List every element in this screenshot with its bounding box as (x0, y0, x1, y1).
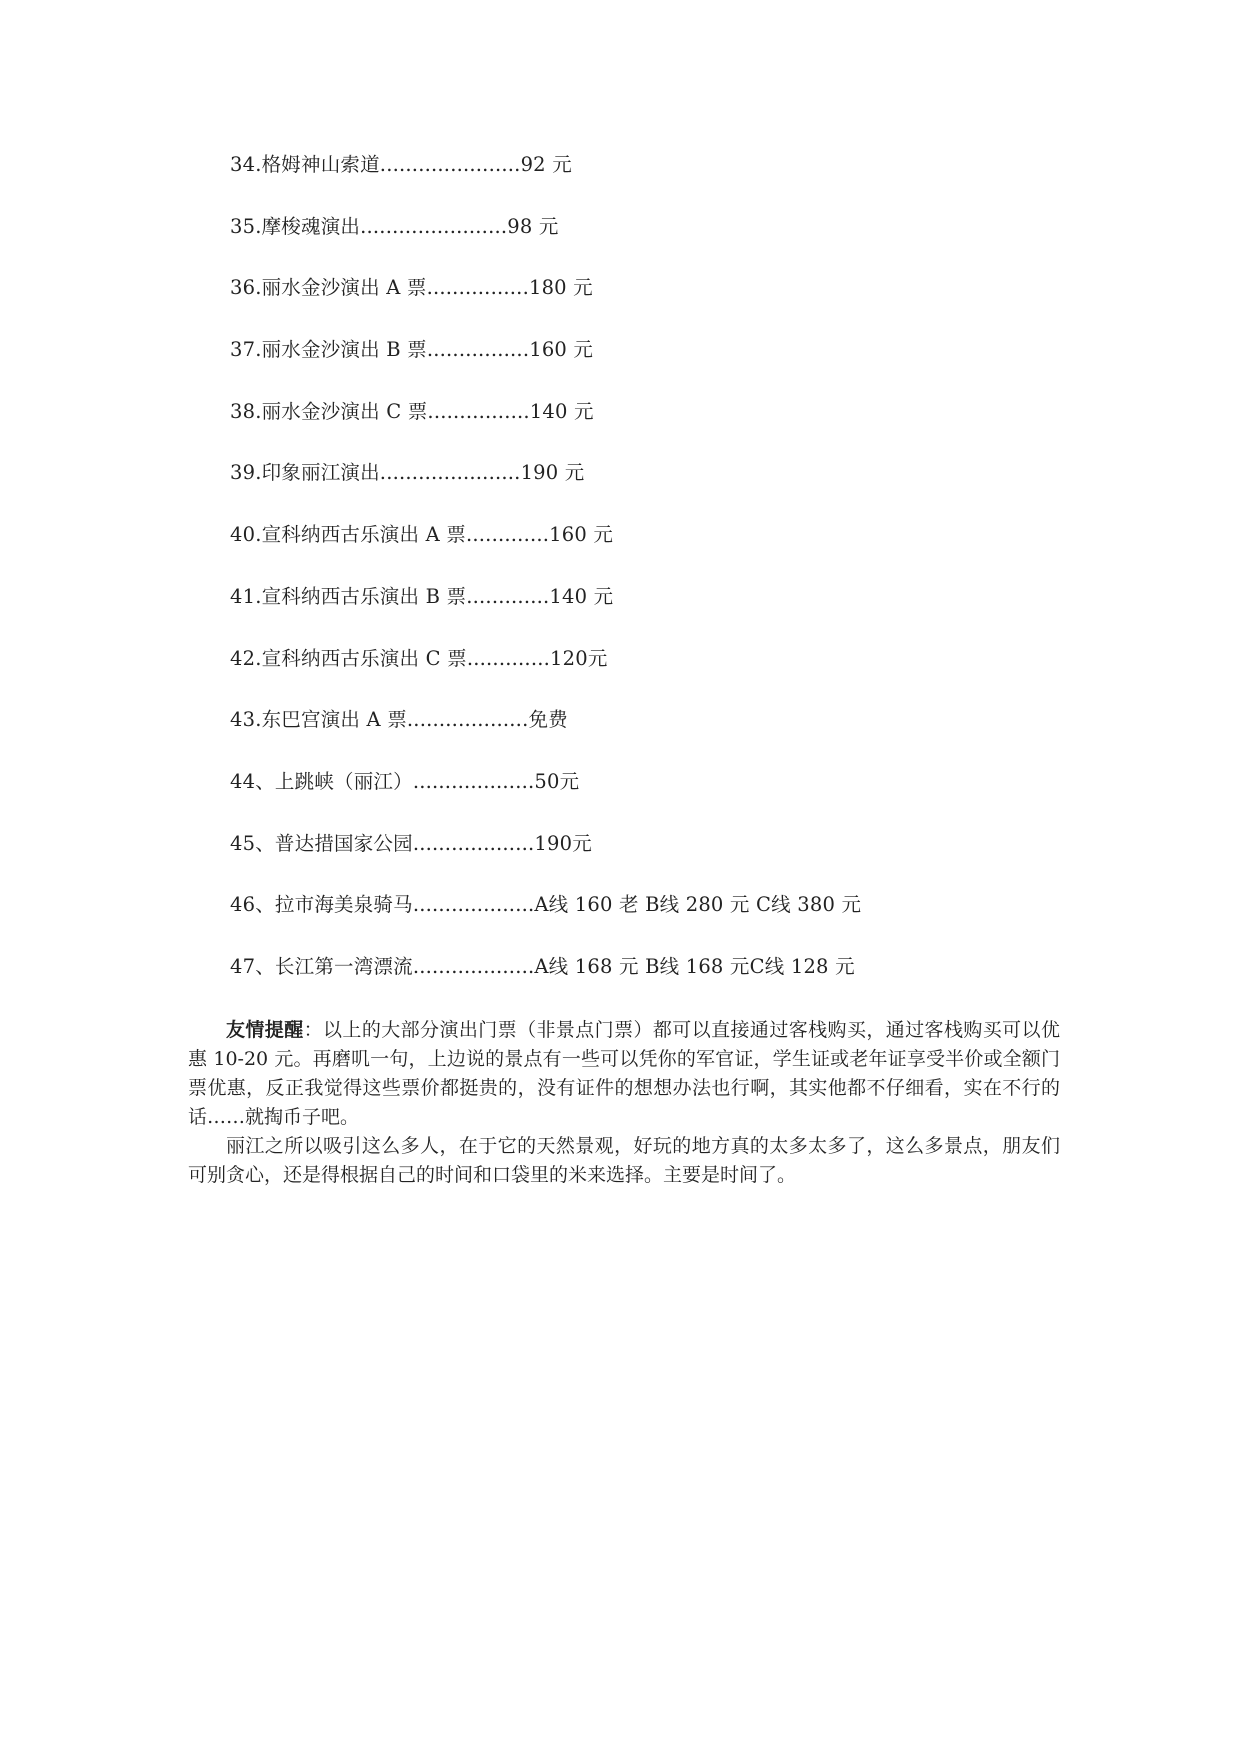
price-item: 46、拉市海美泉骑马...................A线 160 老 B线 280 元 C线 380 元 (230, 893, 862, 917)
closing-paragraph: 丽江之所以吸引这么多人，在于它的天然景观，好玩的地方真的太多太多了，这么多景点，朋友们可别贪心，还是得根据自己的时间和口袋里的米来选择。主要是时间了。 (188, 1135, 1060, 1186)
price-item: 37.丽水金沙演出 B 票................160 元 (230, 338, 594, 362)
price-item: 36.丽水金沙演出 A 票................180 元 (230, 276, 593, 300)
price-item: 42.宣科纳西古乐演出 C 票.............120元 (230, 646, 608, 670)
reminder-label: 友情提醒 (226, 1019, 304, 1041)
price-item: 41.宣科纳西古乐演出 B 票.............140 元 (230, 584, 614, 608)
price-item: 40.宣科纳西古乐演出 A 票.............160 元 (230, 523, 614, 547)
price-item: 43.东巴宫演出 A 票...................免费 (230, 708, 568, 732)
price-item: 39.印象丽江演出......................190 元 (230, 461, 585, 485)
price-list (230, 150, 1050, 1014)
price-item: 34.格姆神山索道......................92 元 (230, 153, 572, 176)
price-item: 35.摩梭魂演出.......................98 元 (230, 214, 559, 238)
price-item: 38.丽水金沙演出 C 票................140 元 (230, 399, 594, 423)
reminder-paragraph (188, 1016, 1060, 1132)
reminder-text: ：以上的大部分演出门票（非景点门票）都可以直接通过客栈购买，通过客栈购买可以优惠 10-20 元。再磨叽一句，上边说的景点有一些可以凭你的军官证，学生证或老年证享受半价或全额门票优惠，反正我觉得这些票价都挺贵的，没有证件的想想办法也行啊，其实他都不仔细看，实在不行的话……就掏币子吧。 (188, 1019, 1060, 1128)
price-item: 44、上跳峡（丽江）...................50元 (230, 769, 580, 793)
price-item: 45、普达措国家公园...................190元 (230, 831, 592, 855)
notes-section (188, 1016, 1060, 1190)
price-item: 47、长江第一湾漂流...................A线 168 元 B线 168 元C线 128 元 (230, 954, 855, 978)
